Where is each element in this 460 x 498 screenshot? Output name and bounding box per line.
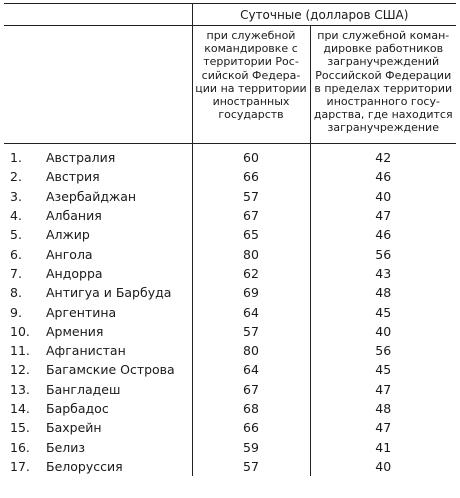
column-header-mission-line: иностранного госу-	[326, 95, 440, 109]
allowance-mission: 56	[310, 244, 456, 263]
allowance-mission: 40	[310, 322, 456, 341]
country-name: Алжир	[46, 227, 90, 243]
country-name: Ангола	[46, 246, 93, 262]
allowance-abroad: 80	[192, 244, 310, 263]
column-header-abroad-line: территории Рос-	[203, 55, 299, 69]
column-header-abroad	[192, 26, 310, 144]
table-row	[4, 457, 456, 476]
table-row	[4, 283, 456, 302]
country-name: Аргентина	[46, 304, 117, 320]
allowance-mission: 42	[310, 144, 456, 168]
row-number: 9.	[10, 304, 22, 320]
country-name: Азербайджан	[46, 188, 137, 204]
row-number: 7.	[10, 265, 22, 281]
allowance-abroad: 59	[192, 437, 310, 456]
allowance-mission: 45	[310, 302, 456, 321]
table-row	[4, 418, 456, 437]
allowance-abroad: 66	[192, 418, 310, 437]
column-header-mission-line: при служебной коман-	[317, 29, 450, 42]
allowance-abroad: 67	[192, 380, 310, 399]
row-number: 2.	[10, 169, 22, 185]
table-row	[4, 380, 456, 399]
country-name: Австралия	[46, 150, 116, 166]
allowance-abroad: 68	[192, 399, 310, 418]
row-number: 14.	[10, 401, 30, 416]
row-number: 16.	[10, 439, 30, 455]
column-header-abroad-line: государств	[218, 108, 284, 122]
country-name: Антигуа и Барбуда	[46, 285, 172, 301]
allowance-mission: 43	[310, 264, 456, 283]
allowance-abroad: 65	[192, 225, 310, 244]
table-row	[4, 187, 456, 206]
allowance-abroad: 80	[192, 341, 310, 360]
column-header-mission-line: загранучреждение	[327, 121, 439, 135]
row-number: 11.	[10, 343, 30, 359]
table-row	[4, 225, 456, 244]
row-number: 4.	[10, 208, 22, 224]
header-empty-cell	[4, 26, 192, 144]
column-header-mission-line: дарства, где находится	[313, 108, 453, 122]
row-number: 6.	[10, 246, 22, 262]
table-row	[4, 144, 456, 168]
table-row	[4, 341, 456, 360]
allowance-abroad: 60	[192, 144, 310, 168]
column-header-abroad-line: ции на территории	[195, 81, 307, 95]
allowance-mission: 40	[310, 187, 456, 206]
country-name: Барбадос	[46, 401, 109, 416]
allowance-mission: 48	[310, 283, 456, 302]
allowance-abroad: 66	[192, 167, 310, 186]
country-name: Бангладеш	[46, 381, 121, 397]
table-row	[4, 360, 456, 379]
row-number: 13.	[10, 381, 30, 397]
allowance-mission: 48	[310, 399, 456, 418]
row-number: 1.	[10, 150, 22, 166]
country-name: Белиз	[46, 439, 86, 455]
allowance-mission: 46	[310, 225, 456, 244]
country-name: Австрия	[46, 169, 100, 185]
table-row	[4, 206, 456, 225]
allowance-abroad: 57	[192, 322, 310, 341]
country-name: Белоруссия	[46, 458, 123, 474]
allowance-mission: 47	[310, 418, 456, 437]
table-row	[4, 322, 456, 341]
column-header-abroad-line: иностранных	[212, 95, 290, 109]
row-number: 3.	[10, 188, 22, 204]
row-number: 12.	[10, 362, 30, 378]
row-number: 10.	[10, 323, 30, 339]
allowance-mission: 46	[310, 167, 456, 186]
allowance-abroad: 57	[192, 187, 310, 206]
country-name: Армения	[46, 323, 104, 339]
country-name: Афганистан	[46, 343, 126, 359]
sub-header-row	[4, 26, 456, 144]
table-row	[4, 399, 456, 418]
row-number: 5.	[10, 227, 22, 243]
table-row	[4, 264, 456, 283]
group-header-title: Суточные (долларов США)	[192, 4, 456, 26]
allowance-mission: 40	[310, 457, 456, 476]
allowance-abroad: 69	[192, 283, 310, 302]
header-blank-cell	[4, 4, 192, 26]
column-header-abroad-line: при служебной	[206, 29, 296, 42]
country-name: Албания	[46, 208, 102, 224]
column-header-mission-line: в пределах территории	[314, 81, 453, 95]
table-row	[4, 302, 456, 321]
allowance-mission: 56	[310, 341, 456, 360]
allowance-mission: 41	[310, 437, 456, 456]
row-number: 15.	[10, 420, 30, 436]
column-header-mission-line: дировке работников	[323, 42, 444, 56]
allowance-mission: 47	[310, 380, 456, 399]
table-row	[4, 167, 456, 186]
country-name: Бахрейн	[46, 420, 102, 436]
column-header-abroad-line: сийской Федера-	[201, 68, 301, 82]
allowance-abroad: 62	[192, 264, 310, 283]
allowance-mission: 47	[310, 206, 456, 225]
table-body	[4, 144, 456, 477]
column-header-mission-line: Российской Федерации	[315, 68, 452, 82]
table-row	[4, 244, 456, 263]
country-name: Багамские Острова	[46, 362, 175, 378]
group-header-row	[4, 4, 456, 26]
row-number: 8.	[10, 285, 22, 301]
column-header-mission-line: загранучреждений	[327, 55, 440, 69]
allowance-abroad: 57	[192, 457, 310, 476]
row-number: 17.	[10, 458, 30, 474]
table-row	[4, 437, 456, 456]
allowance-abroad: 64	[192, 360, 310, 379]
country-name: Андорра	[46, 265, 103, 281]
column-header-mission	[310, 26, 456, 144]
allowance-mission: 45	[310, 360, 456, 379]
column-header-abroad-line: командировке с	[204, 42, 298, 56]
allowance-abroad: 67	[192, 206, 310, 225]
allowance-abroad: 64	[192, 302, 310, 321]
per-diem-table	[4, 3, 456, 476]
